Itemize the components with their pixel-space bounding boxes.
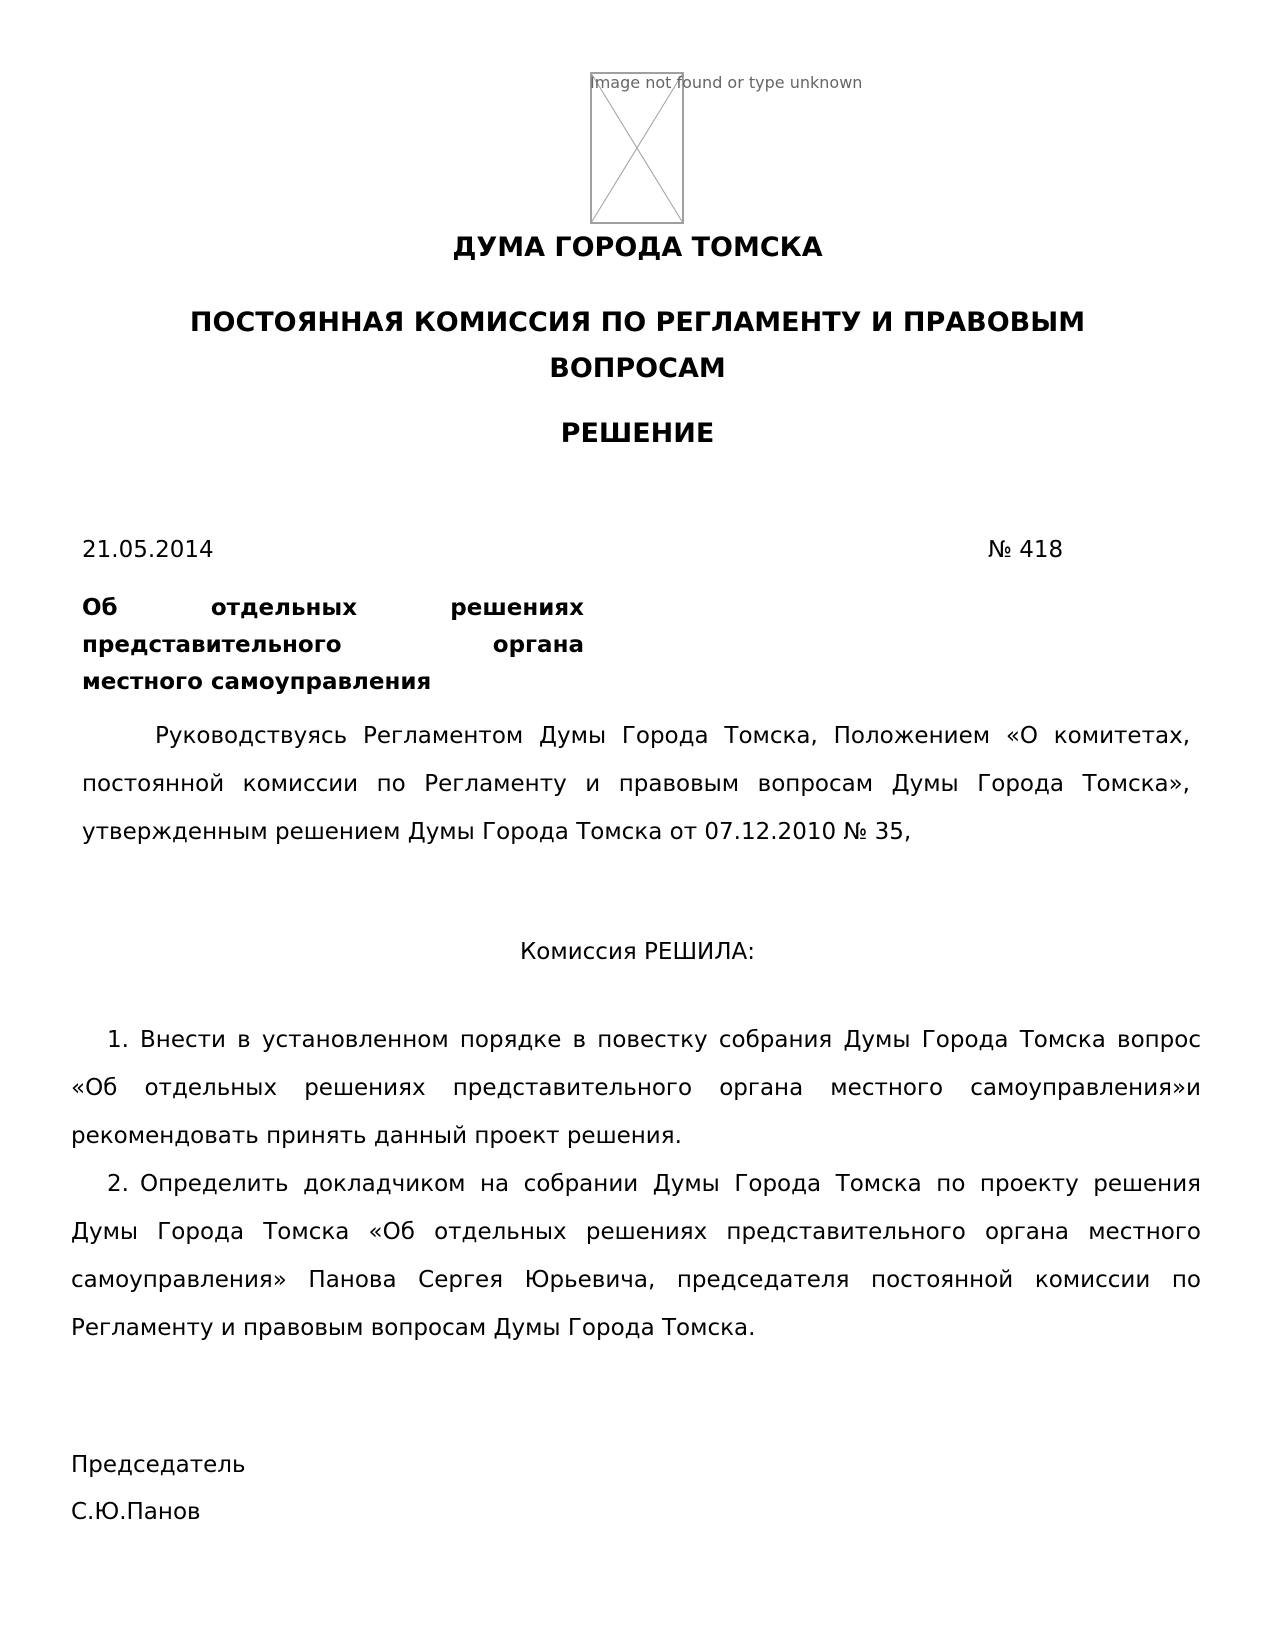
- signature-title: Председатель: [71, 1452, 246, 1478]
- item-text: Определить докладчиком на собрании Думы Города Томска по проекту решения Думы Города Томска «Об отдельных решениях представительного органа местного самоуправления» Панова Сергея Юрьевича, председателя постоянной комиссии по Регламенту и правовым вопросам Думы Города Томска.: [71, 1171, 1201, 1341]
- preamble-paragraph: Руководствуясь Регламентом Думы Города Томска, Положением «О комитетах, постоянной комиссии по Регламенту и правовым вопросам Думы Города Томска», утвержденным решением Думы Города Томска от 07.12.2010 № 35,: [82, 723, 1190, 845]
- broken-image-icon: [590, 72, 684, 224]
- resolved-heading: Комиссия РЕШИЛА:: [519, 939, 756, 965]
- commission-title: [0, 300, 1275, 392]
- document-number: № 418: [988, 537, 1064, 563]
- document-type: РЕШЕНИЕ: [560, 418, 715, 449]
- subject-line-2: представительного органа: [82, 632, 584, 658]
- commission-title-line2: ВОПРОСАМ: [549, 353, 726, 384]
- item-number: 1.: [107, 1027, 129, 1053]
- signature-name: С.Ю.Панов: [71, 1499, 201, 1525]
- resolution-items: [71, 1016, 1201, 1352]
- commission-title-line1: ПОСТОЯННАЯ КОМИССИЯ ПО РЕГЛАМЕНТУ И ПРАВОВЫМ: [189, 307, 1086, 338]
- organization-title: ДУМА ГОРОДА ТОМСКА: [452, 232, 823, 263]
- image-alt-text: Image not found or type unknown: [590, 73, 863, 92]
- resolution-item: [71, 1160, 1201, 1352]
- resolution-item: [71, 1016, 1201, 1160]
- subject-line-3: местного самоуправления: [82, 669, 432, 695]
- document-date: 21.05.2014: [82, 537, 214, 563]
- item-number: 2.: [107, 1171, 129, 1197]
- subject-line-1: Об отдельных решениях: [82, 595, 584, 621]
- document-subject: [82, 590, 584, 701]
- item-text: Внести в установленном порядке в повестку собрания Думы Города Томска вопрос «Об отдельных решениях представительного органа местного самоуправления»и рекомендовать принять данный проект решения.: [71, 1027, 1201, 1149]
